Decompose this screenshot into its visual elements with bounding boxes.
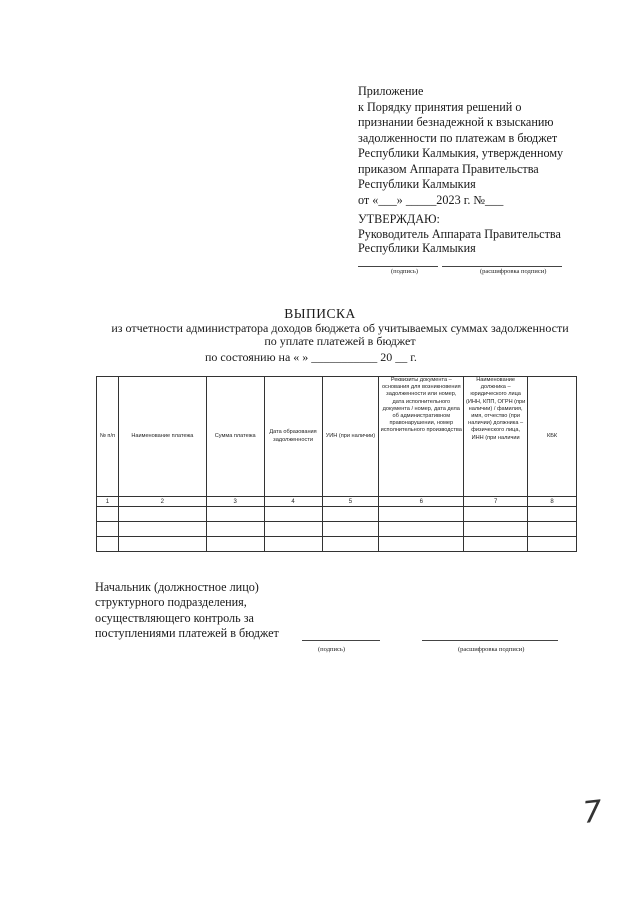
chief-block: [95, 580, 279, 641]
header-cell-kbk: КБК: [528, 377, 577, 497]
chief-decode-line: [422, 640, 558, 641]
column-number: 4: [264, 497, 322, 507]
appendix-line: приказом Аппарата Правительства: [358, 161, 539, 176]
chief-line: осуществляющего контроль за: [95, 610, 254, 625]
table-row: [97, 537, 577, 552]
appendix-date-line: от «___» _____2023 г. №___: [358, 192, 504, 207]
debt-table: [96, 376, 577, 552]
header-cell-debtor: Наименование должника – юридического лица (ИНН, КПП, ОГРН (при наличии) / фамилия, имя, отчество (при наличии) должника – физического лица, ИНН (при наличии: [464, 377, 528, 497]
header-cell-debt-date: Дата образования задолженности: [264, 377, 322, 497]
subtitle-line: из отчетности администратора доходов бюджета об учитываемых суммах задолженности: [111, 321, 569, 335]
chief-signature-line: [302, 640, 380, 641]
column-number: 6: [379, 497, 464, 507]
column-number-row: [97, 497, 577, 507]
subtitle-line: по уплате платежей в бюджет: [264, 334, 416, 348]
approval-heading: УТВЕРЖДАЮ:: [358, 212, 440, 226]
appendix-line: признании безнадежной к взысканию: [358, 115, 554, 129]
column-number: 5: [322, 497, 379, 507]
header-cell-payment-name: Наименование платежа: [118, 377, 206, 497]
approval-signature-line: [358, 266, 438, 267]
chief-line: структурного подразделения,: [95, 595, 247, 610]
chief-decode-caption: (расшифровка подписи): [458, 646, 525, 653]
approval-line: Руководитель Аппарата Правительства: [358, 226, 561, 241]
approval-line: Республики Калмыкия: [358, 241, 476, 255]
approval-block: [358, 212, 561, 256]
header-cell-uin: УИН (при наличии): [322, 377, 379, 497]
table-header-row: [97, 377, 577, 497]
header-cell-number: № п/п: [97, 377, 119, 497]
header-cell-document-details: Реквизиты документа – основания для возникновения задолженности или номер, дата исполнительного документа / номер, дата дела об административном правонарушении, номер исполнительного производства: [379, 377, 464, 497]
appendix-line: Республики Калмыкия, утвержденному: [358, 146, 564, 160]
as-of-date-line: по состоянию на « » ___________ 20 __ г.: [205, 350, 417, 364]
handwritten-page-number: 7: [581, 794, 604, 831]
column-number: 8: [528, 497, 577, 507]
approval-decode-caption: (расшифровка подписи): [480, 268, 547, 275]
appendix-line: задолженности по платежам в бюджет: [358, 130, 558, 145]
column-number: 1: [97, 497, 119, 507]
column-number: 3: [206, 497, 264, 507]
header-cell-amount: Сумма платежа: [206, 377, 264, 497]
document-title: ВЫПИСКА: [284, 306, 356, 321]
chief-signature-caption: (подпись): [318, 646, 345, 653]
appendix-line: к Порядку принятия решений о: [358, 99, 522, 114]
appendix-line: Приложение: [358, 84, 424, 98]
column-number: 7: [464, 497, 528, 507]
table-row: [97, 507, 577, 522]
table-row: [97, 522, 577, 537]
approval-decode-line: [442, 266, 562, 267]
chief-line: Начальник (должностное лицо): [95, 580, 259, 594]
appendix-block: [358, 84, 563, 208]
document-subtitle: [60, 322, 620, 348]
chief-line: поступлениями платежей в бюджет: [95, 625, 279, 640]
appendix-line: Республики Калмыкия: [358, 177, 476, 191]
approval-signature-caption: (подпись): [391, 268, 418, 275]
column-number: 2: [118, 497, 206, 507]
